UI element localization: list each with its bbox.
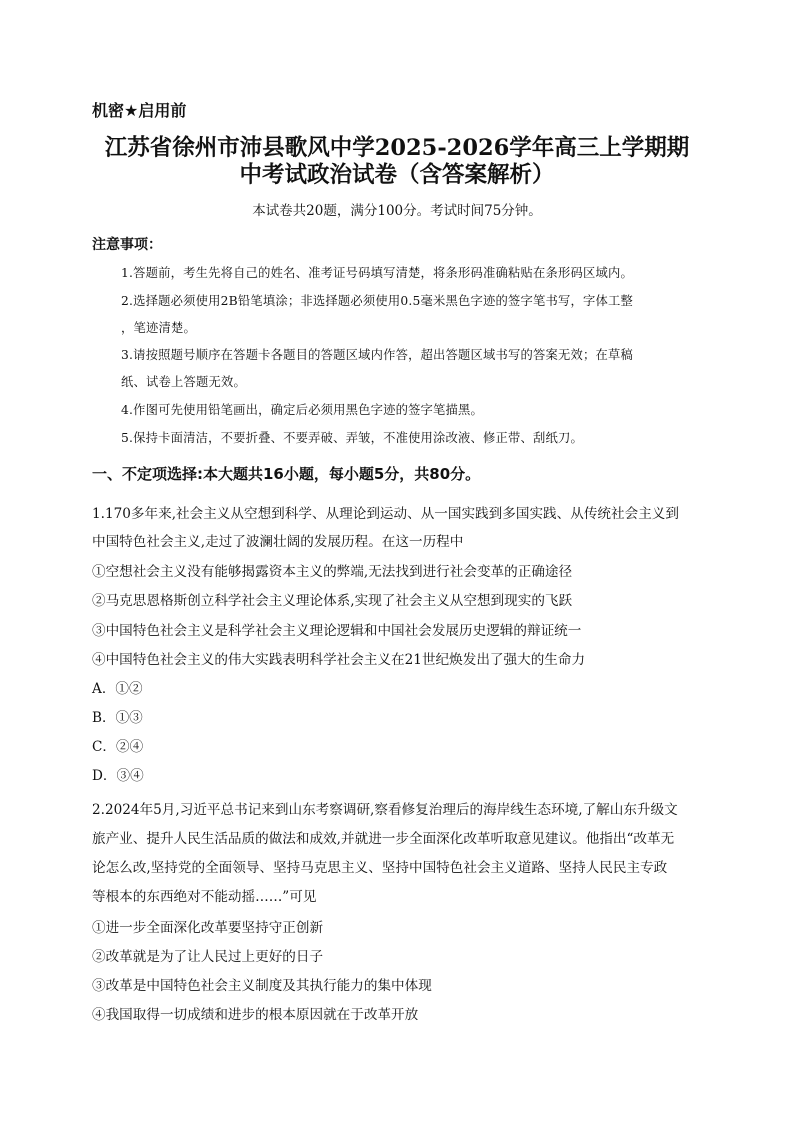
question-1-option-a: A．①② (92, 681, 143, 697)
question-2-stem: 论怎么改,坚持党的全面领导、坚持马克思主义、坚持中国特色社会主义道路、坚持人民民主专政 (92, 860, 668, 876)
question-2-item: ①进一步全面深化改革要坚持守正创新 (92, 920, 324, 936)
exam-title-line-2: 中考试政治试卷（含答案解析） (239, 162, 555, 188)
notice-line: 纸、试卷上答题无效。 (121, 375, 246, 389)
notice-heading: 注意事项： (92, 237, 162, 253)
question-1-stem: 1.170多年来,社会主义从空想到科学、从理论到运动、从一国实践到多国实践、从传统社会主义到 (92, 506, 679, 522)
notice-line: ，笔迹清楚。 (121, 321, 196, 335)
question-1-item: ②马克思恩格斯创立科学社会主义理论体系,实现了社会主义从空想到现实的飞跃 (92, 593, 573, 609)
question-2-item: ②改革就是为了让人民过上更好的日子 (92, 949, 324, 965)
question-1-option-b: B．①③ (92, 710, 143, 726)
question-1-item: ①空想社会主义没有能够揭露资本主义的弊端,无法找到进行社会变革的正确途径 (92, 564, 573, 580)
question-2-stem: 旅产业、提升人民生活品质的做法和成效,并就进一步全面深化改革听取意见建议。他指出“改革无 (92, 831, 675, 847)
question-2-item: ④我国取得一切成绩和进步的根本原因就在于改革开放 (92, 1007, 419, 1023)
notice-line: 1.答题前，考生先将自己的姓名、准考证号码填写清楚，将条形码准确粘贴在条形码区域内。 (121, 266, 634, 280)
question-2-stem: 等根本的东西绝对不能动摇……”可见 (92, 889, 317, 905)
confidential-label: 机密★启用前 (92, 101, 187, 120)
exam-info: 本试卷共20题，满分100分。考试时间75分钟。 (252, 203, 542, 219)
question-1-option-c: C．②④ (92, 739, 144, 755)
notice-line: 2.选择题必须使用2B铅笔填涂；非选择题必须使用0.5毫米黑色字迹的签字笔书写，字体工整 (121, 294, 633, 308)
question-2-stem: 2.2024年5月,习近平总书记来到山东考察调研,察看修复治理后的海岸线生态环境,了解山东升级文 (92, 802, 678, 818)
question-1-option-d: D．③④ (92, 768, 144, 784)
question-1-stem: 中国特色社会主义,走过了波澜壮阔的发展历程。在这一历程中 (92, 534, 464, 550)
exam-title-line-1: 江苏省徐州市沛县歌风中学2025-2026学年高三上学期期 (104, 135, 690, 161)
question-2-item: ③改革是中国特色社会主义制度及其执行能力的集中体现 (92, 978, 432, 994)
question-1-item: ③中国特色社会主义是科学社会主义理论逻辑和中国社会发展历史逻辑的辩证统一 (92, 623, 582, 639)
question-1-item: ④中国特色社会主义的伟大实践表明科学社会主义在21世纪焕发出了强大的生命力 (92, 652, 586, 668)
notice-line: 3.请按照题号顺序在答题卡各题目的答题区域内作答，超出答题区域书写的答案无效；在草稿 (121, 348, 634, 362)
notice-line: 4.作图可先使用铅笔画出，确定后必须用黑色字迹的签字笔描黑。 (121, 403, 484, 417)
notice-line: 5.保持卡面清洁，不要折叠、不要弄破、弄皱，不准使用涂改液、修正带、刮纸刀。 (121, 431, 584, 445)
section-heading: 一、不定项选择:本大题共16小题，每小题5分，共80分。 (92, 465, 481, 483)
